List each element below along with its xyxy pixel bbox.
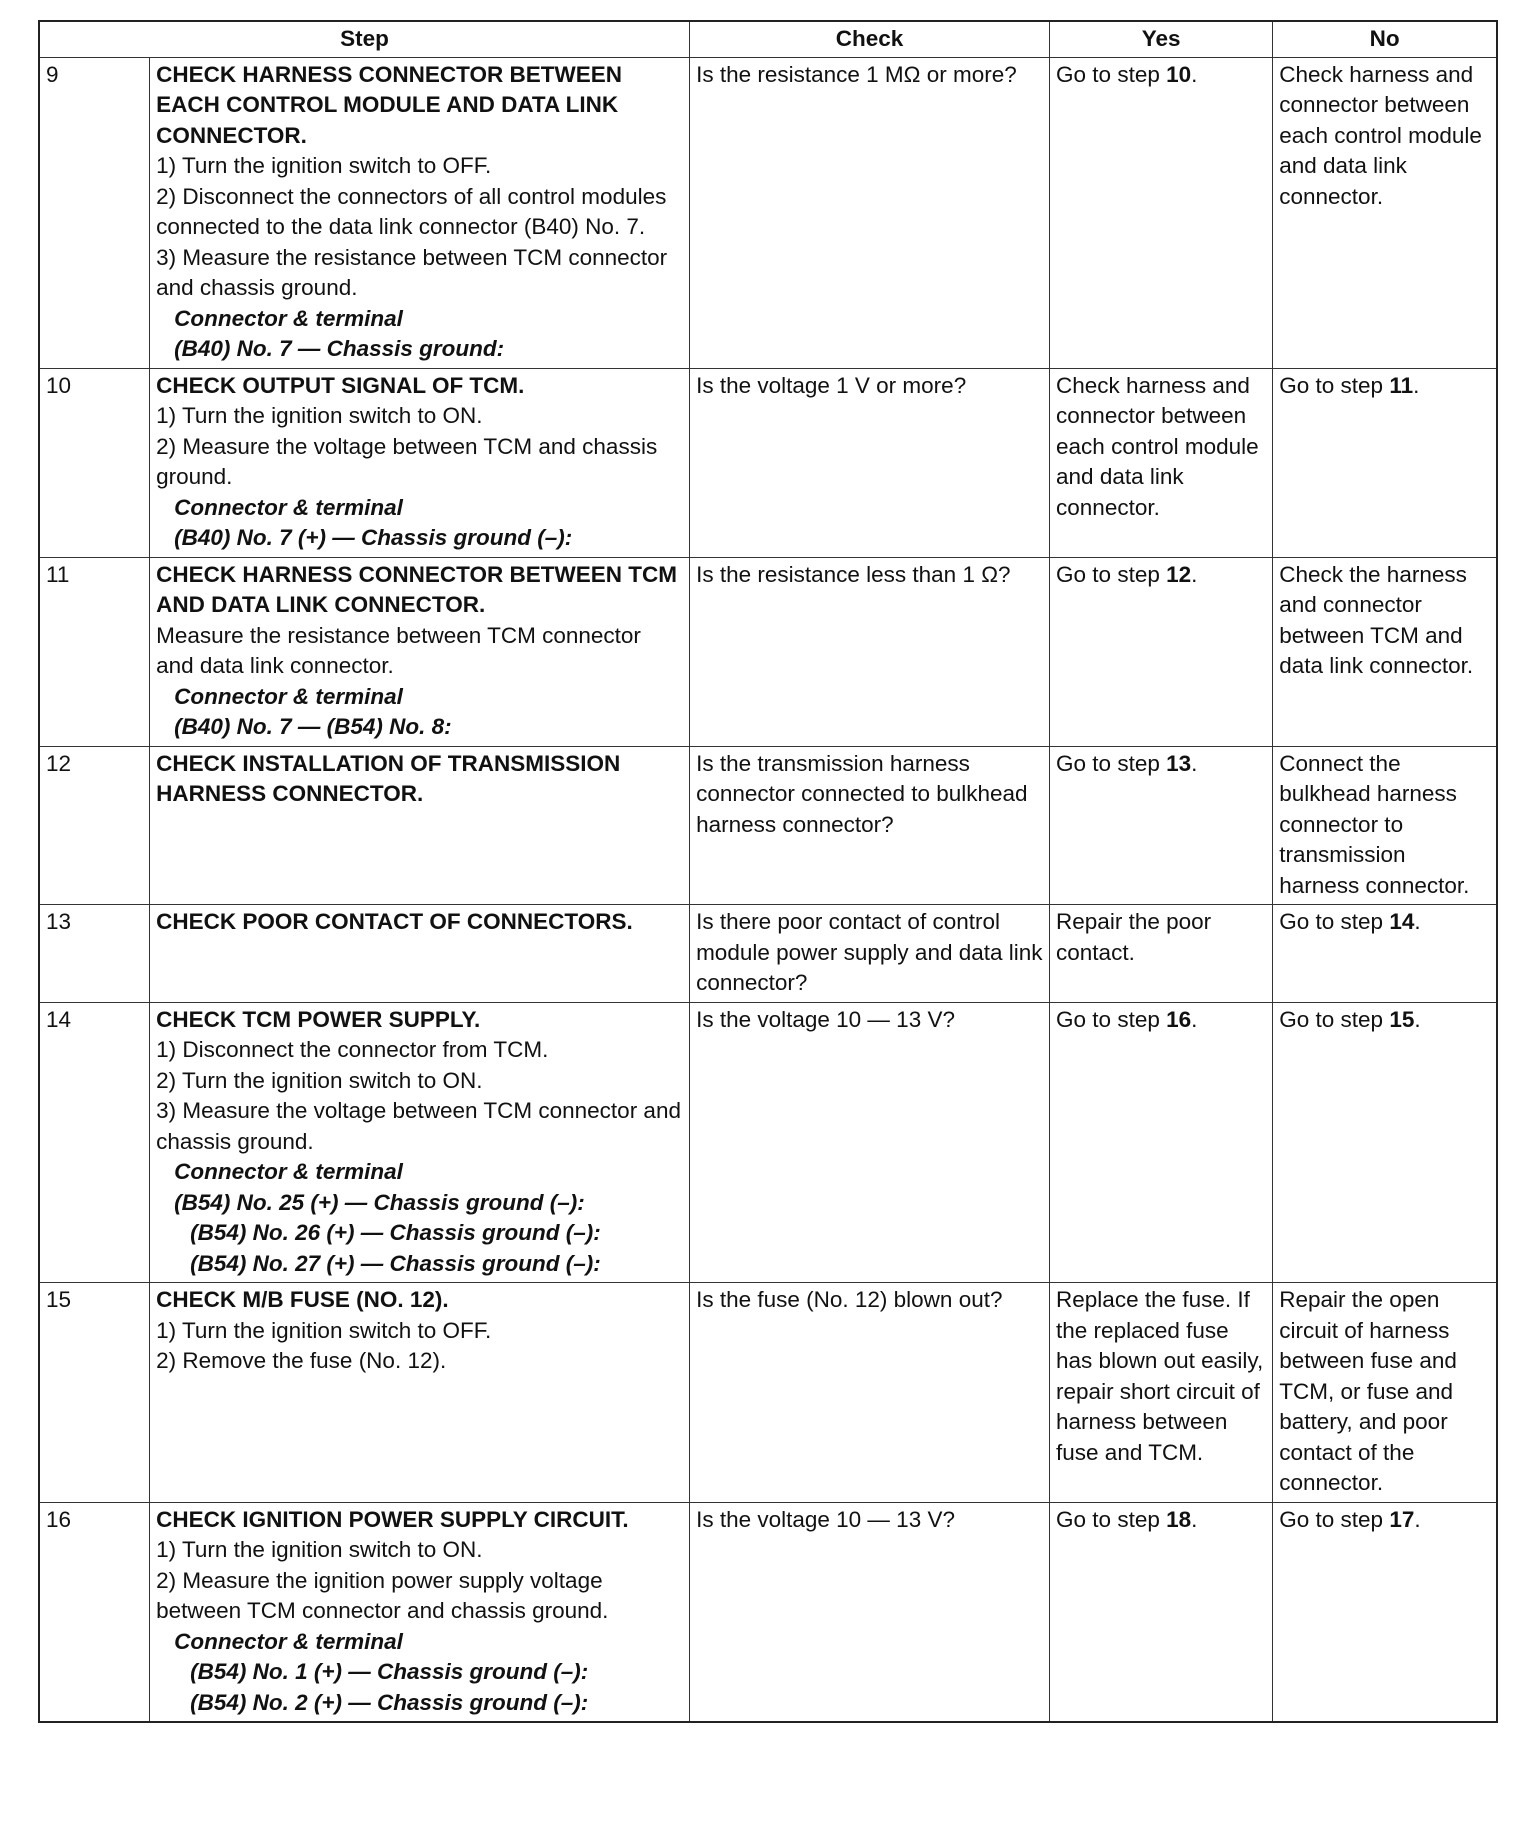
step-number: 10 <box>39 368 150 557</box>
check-question: Is the resistance 1 MΩ or more? <box>690 57 1050 368</box>
step-number: 11 <box>39 557 150 746</box>
no-text: Check the harness and connector between TCM and data link connector. <box>1279 561 1474 678</box>
yes-text: Check harness and connector between each control module and data link connector. <box>1056 372 1259 520</box>
table-body <box>39 57 1497 1722</box>
no-tail: . <box>1413 372 1420 398</box>
step-description <box>150 746 690 905</box>
connector-terminal-line: (B54) No. 27 (+) — Chassis ground (–): <box>190 1250 601 1276</box>
step-description <box>150 1002 690 1283</box>
no-action <box>1273 1283 1497 1503</box>
diagnostic-table <box>38 20 1498 1723</box>
step-instruction: 3) Measure the voltage between TCM connector and chassis ground. <box>156 1098 681 1154</box>
step-instruction: 1) Turn the ignition switch to OFF. <box>156 1317 492 1343</box>
connector-terminal-heading: Connector & terminal <box>174 683 403 709</box>
step-description <box>150 1502 690 1722</box>
connector-terminal-line: (B40) No. 7 — Chassis ground: <box>174 336 505 361</box>
step-instruction: Measure the resistance between TCM connector and data link connector. <box>156 622 641 678</box>
no-step-ref: 14 <box>1389 909 1415 934</box>
yes-action <box>1050 557 1273 746</box>
yes-text: Go to step <box>1056 1006 1167 1032</box>
step-title: CHECK OUTPUT SIGNAL OF TCM. <box>156 372 525 398</box>
yes-tail: . <box>1191 561 1198 587</box>
no-action <box>1273 557 1497 746</box>
no-step-ref: 17 <box>1389 1506 1415 1532</box>
step-description <box>150 1283 690 1503</box>
header-row <box>39 21 1497 57</box>
check-question: Is the fuse (No. 12) blown out? <box>690 1283 1050 1503</box>
connector-terminal-line: (B40) No. 7 (+) — Chassis ground (–): <box>174 525 573 550</box>
connector-terminal-heading: Connector & terminal <box>174 305 403 331</box>
yes-action <box>1050 1002 1273 1283</box>
no-action <box>1273 1002 1497 1283</box>
header-yes: Yes <box>1050 21 1273 57</box>
connector-terminal-line: (B54) No. 25 (+) — Chassis ground (–): <box>174 1189 585 1215</box>
step-instruction: 2) Measure the voltage between TCM and chassis ground. <box>156 433 658 489</box>
connector-terminal-heading: Connector & terminal <box>174 1159 403 1184</box>
no-text: Go to step <box>1279 1506 1390 1532</box>
step-description <box>150 368 690 557</box>
no-action <box>1273 1502 1497 1722</box>
yes-action <box>1050 57 1273 368</box>
step-instruction: 1) Disconnect the connector from TCM. <box>156 1037 549 1062</box>
table-row <box>39 557 1497 746</box>
check-question: Is the voltage 10 — 13 V? <box>690 1502 1050 1722</box>
check-question: Is the resistance less than 1 Ω? <box>690 557 1050 746</box>
step-title: CHECK INSTALLATION OF TRANSMISSION HARNESS CONNECTOR. <box>156 750 621 806</box>
yes-action <box>1050 368 1273 557</box>
step-number: 13 <box>39 905 150 1003</box>
yes-step-ref: 18 <box>1166 1506 1192 1532</box>
yes-tail: . <box>1191 1006 1198 1032</box>
step-title: CHECK POOR CONTACT OF CONNECTORS. <box>156 909 633 934</box>
no-action <box>1273 746 1497 905</box>
yes-text: Go to step <box>1056 61 1167 87</box>
step-title: CHECK TCM POWER SUPPLY. <box>156 1006 481 1032</box>
step-title: CHECK HARNESS CONNECTOR BETWEEN TCM AND DATA LINK CONNECTOR. <box>156 561 677 617</box>
step-instruction: 2) Remove the fuse (No. 12). <box>156 1348 447 1373</box>
connector-terminal-heading: Connector & terminal <box>174 494 403 520</box>
no-action <box>1273 368 1497 557</box>
yes-action <box>1050 905 1273 1003</box>
step-instruction: 1) Turn the ignition switch to ON. <box>156 1537 483 1562</box>
step-instruction: 1) Turn the ignition switch to ON. <box>156 403 483 428</box>
yes-text: Replace the fuse. If the replaced fuse has blown out easily, repair short circuit of harness between fuse and TCM. <box>1056 1287 1264 1465</box>
yes-action <box>1050 1283 1273 1503</box>
connector-terminal-line: (B54) No. 2 (+) — Chassis ground (–): <box>190 1689 589 1715</box>
yes-step-ref: 16 <box>1166 1006 1192 1032</box>
yes-step-ref: 12 <box>1166 561 1192 587</box>
no-step-ref: 15 <box>1389 1006 1415 1032</box>
yes-action <box>1050 1502 1273 1722</box>
step-instruction: 2) Disconnect the connectors of all control modules connected to the data link connector (B40) No. 7. <box>156 183 667 239</box>
no-tail: . <box>1414 909 1421 934</box>
no-step-ref: 11 <box>1389 372 1414 398</box>
step-description <box>150 905 690 1003</box>
check-question: Is the voltage 10 — 13 V? <box>690 1002 1050 1283</box>
yes-text: Go to step <box>1056 1506 1167 1532</box>
step-instruction: 2) Measure the ignition power supply voltage between TCM connector and chassis ground. <box>156 1567 609 1623</box>
step-number: 15 <box>39 1283 150 1503</box>
step-title: CHECK IGNITION POWER SUPPLY CIRCUIT. <box>156 1506 629 1532</box>
step-number: 12 <box>39 746 150 905</box>
no-text: Go to step <box>1279 909 1390 934</box>
step-number: 14 <box>39 1002 150 1283</box>
step-number: 16 <box>39 1502 150 1722</box>
no-tail: . <box>1414 1006 1421 1032</box>
yes-step-ref: 10 <box>1166 61 1192 87</box>
no-text: Repair the open circuit of harness between fuse and TCM, or fuse and battery, and poor contact of the connector. <box>1279 1287 1457 1495</box>
table-row <box>39 57 1497 368</box>
step-instruction: 1) Turn the ignition switch to OFF. <box>156 153 492 178</box>
yes-text: Go to step <box>1056 561 1167 587</box>
yes-tail: . <box>1191 61 1198 87</box>
table-row <box>39 368 1497 557</box>
table-row <box>39 746 1497 905</box>
connector-terminal-line: (B54) No. 26 (+) — Chassis ground (–): <box>190 1220 601 1245</box>
step-number: 9 <box>39 57 150 368</box>
yes-step-ref: 13 <box>1166 750 1192 776</box>
step-description <box>150 557 690 746</box>
yes-text: Go to step <box>1056 750 1167 776</box>
step-description <box>150 57 690 368</box>
table-row <box>39 905 1497 1003</box>
header-no: No <box>1273 21 1497 57</box>
no-text: Go to step <box>1279 1006 1390 1032</box>
step-title: CHECK HARNESS CONNECTOR BETWEEN EACH CONTROL MODULE AND DATA LINK CONNECTOR. <box>156 61 622 148</box>
yes-action <box>1050 746 1273 905</box>
connector-terminal-line: (B40) No. 7 — (B54) No. 8: <box>174 714 452 739</box>
table-row <box>39 1002 1497 1283</box>
header-check: Check <box>690 21 1050 57</box>
check-question: Is the transmission harness connector connected to bulkhead harness connector? <box>690 746 1050 905</box>
yes-text: Repair the poor contact. <box>1056 909 1212 965</box>
check-question: Is the voltage 1 V or more? <box>690 368 1050 557</box>
step-instruction: 2) Turn the ignition switch to ON. <box>156 1067 483 1093</box>
no-text: Connect the bulkhead harness connector to transmission harness connector. <box>1279 750 1470 898</box>
step-title: CHECK M/B FUSE (NO. 12). <box>156 1287 449 1312</box>
connector-terminal-heading: Connector & terminal <box>174 1628 403 1654</box>
table-row <box>39 1502 1497 1722</box>
yes-tail: . <box>1191 1506 1198 1532</box>
no-text: Check harness and connector between each control module and data link connector. <box>1279 61 1482 209</box>
check-question: Is there poor contact of control module power supply and data link connector? <box>690 905 1050 1003</box>
table-row <box>39 1283 1497 1503</box>
no-text: Go to step <box>1279 372 1390 398</box>
no-action <box>1273 57 1497 368</box>
no-tail: . <box>1414 1506 1421 1532</box>
header-step: Step <box>39 21 690 57</box>
connector-terminal-line: (B54) No. 1 (+) — Chassis ground (–): <box>190 1659 589 1684</box>
no-action <box>1273 905 1497 1003</box>
yes-tail: . <box>1191 750 1198 776</box>
step-instruction: 3) Measure the resistance between TCM connector and chassis ground. <box>156 244 668 300</box>
